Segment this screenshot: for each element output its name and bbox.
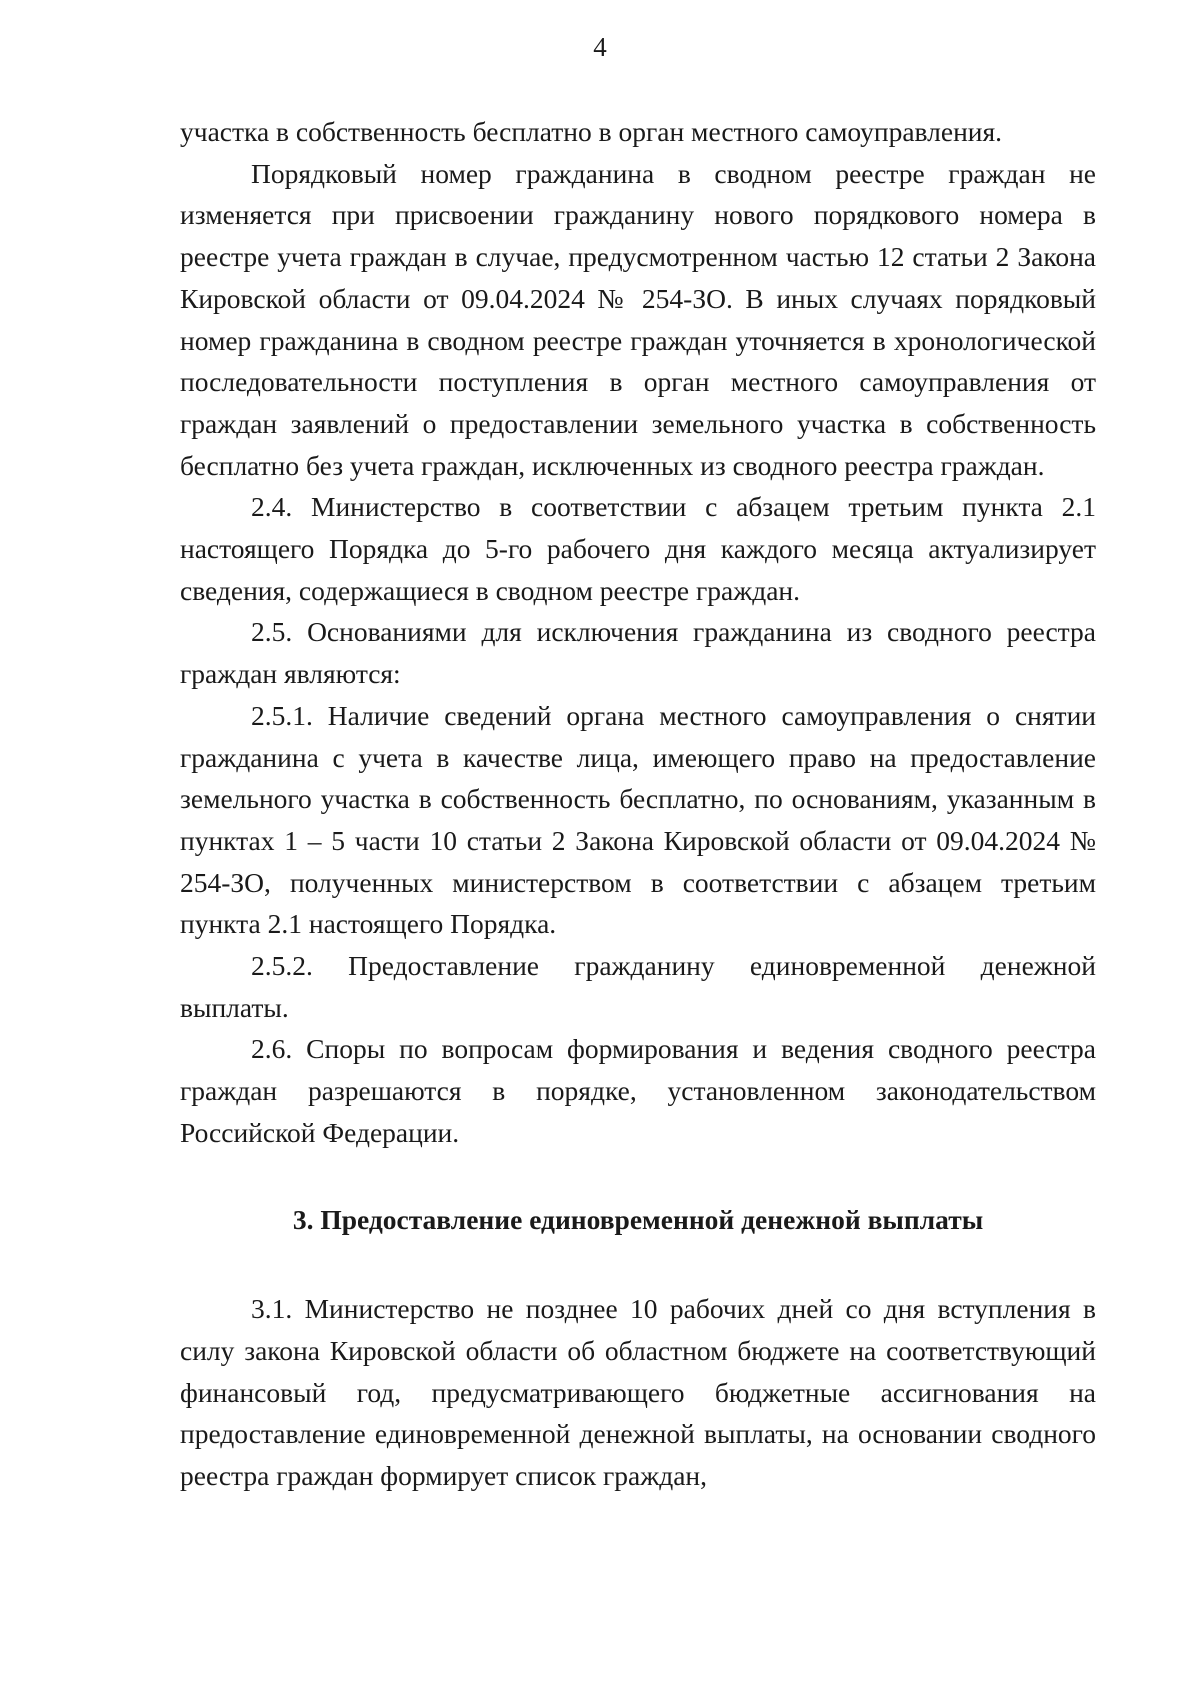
- paragraph-sequence-number: Порядковый номер гражданина в сводном реестре граждан не изменяется при присвоении гражданину нового порядкового номера в реестре учета граждан в случае, предусмотренном частью 12 статьи 2 Закона Кировской области от 09.04.2024 № 254-ЗО. В иных случаях порядковый номер гражданина в сводном реестре граждан уточняется в хронологической последовательности поступления в орган местного самоуправления от граждан заявлений о предоставлении земельного участка в собственность бесплатно без учета граждан, исключенных из сводного реестра граждан.: [180, 157, 1096, 481]
- paragraph-2-4: 2.4. Министерство в соответствии с абзацем третьим пункта 2.1 настоящего Порядка до 5-го рабочего дня каждого месяца актуализирует сведения, содержащиеся в сводном реестре граждан.: [180, 491, 1096, 606]
- page-number: 4: [593, 32, 607, 62]
- paragraph-2-5-1: 2.5.1. Наличие сведений органа местного самоуправления о снятии гражданина с учета в качестве лица, имеющего право на предоставление земельного участка в собственность бесплатно, по основаниям, указанным в пунктах 1 – 5 части 10 статьи 2 Закона Кировской области от 09.04.2024 № 254-ЗО, полученных министерством в соответствии с абзацем третьим пункта 2.1 настоящего Порядка.: [180, 699, 1096, 940]
- paragraph-continuation: участка в собственность бесплатно в орган местного самоуправления.: [180, 116, 1003, 147]
- paragraph-2-5: 2.5. Основаниями для исключения гражданина из сводного реестра граждан являются:: [180, 616, 1096, 690]
- paragraph-2-5-2: 2.5.2. Предоставление гражданину единовременной денежной выплаты.: [180, 950, 1096, 1023]
- paragraph-2-6: 2.6. Споры по вопросам формирования и ведения сводного реестра граждан разрешаются в порядке, установленном законодательством Российской Федерации.: [180, 1033, 1096, 1148]
- document-body: [180, 111, 1096, 1497]
- paragraph-3-1: 3.1. Министерство не позднее 10 рабочих дней со дня вступления в силу закона Кировской области об областном бюджете на соответствующий финансовый год, предусматривающего бюджетные ассигнования на предоставление единовременной денежной выплаты, на основании сводного реестра граждан формирует список граждан,: [180, 1293, 1096, 1492]
- section-heading: 3. Предоставление единовременной денежной выплаты: [292, 1203, 984, 1235]
